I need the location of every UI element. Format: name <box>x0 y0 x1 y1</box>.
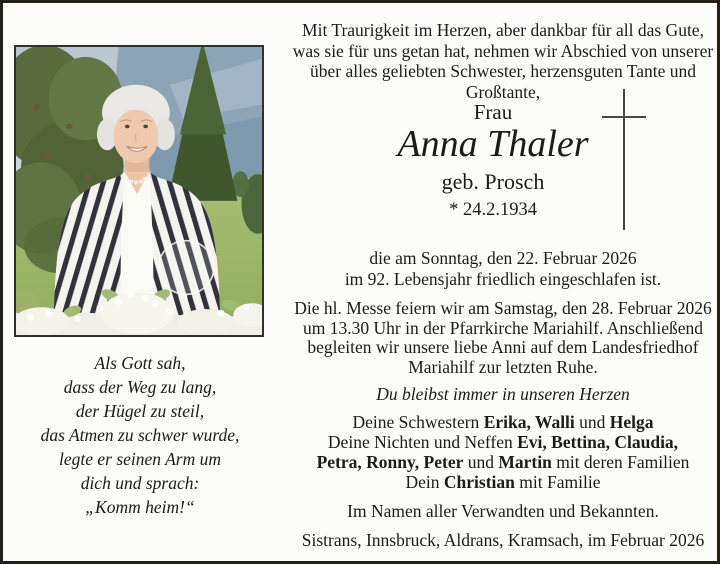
mourner-names: Petra, Ronny, Peter <box>316 452 464 472</box>
portrait-photo-scene <box>16 47 262 335</box>
poem-line: „Komm heim!“ <box>85 497 195 517</box>
birth-date: * 24.2.1934 <box>449 200 537 220</box>
text-line: die am Sonntag, den 22. Februar 2026 <box>369 248 637 268</box>
memorial-poem <box>13 351 267 519</box>
poem-line: das Atmen zu schwer wurde, <box>40 425 240 445</box>
text-line: Die hl. Messe feiern wir am Samstag, den 28. Februar 2026 <box>294 298 712 318</box>
poem-line: Als Gott sah, <box>94 353 186 373</box>
mourners-line <box>283 452 720 472</box>
mourner-text: Deine Nichten und Neffen <box>327 432 518 452</box>
poem-line: dass der Weg zu lang, <box>63 377 217 397</box>
text-line: Mariahilf zur letzten Ruhe. <box>408 356 598 377</box>
deceased-name: Anna Thaler <box>397 123 589 165</box>
poem-line: der Hügel zu steil, <box>75 401 205 421</box>
place-dateline: Sistrans, Innsbruck, Aldrans, Kramsach, im Februar 2026 <box>301 530 705 550</box>
mourner-text: mit deren Familien <box>551 452 690 472</box>
mourner-text: und <box>463 452 499 472</box>
poem-line: legte er seinen Arm um <box>58 449 221 469</box>
portrait-photo <box>14 45 264 337</box>
text-line: um 13.30 Uhr in der Pfarrkirche Mariahilf. Anschließend <box>303 317 703 338</box>
mourner-text: mit Familie <box>514 472 601 492</box>
mourner-names: Erika, Walli <box>483 412 575 432</box>
mourner-text: und <box>574 412 610 432</box>
mourners-line <box>283 412 720 432</box>
remembrance-motto: Du bleibst immer in unseren Herzen <box>376 384 630 404</box>
opening-paragraph <box>283 20 720 102</box>
closing-line: Im Namen aller Verwandten und Bekannten. <box>347 501 659 521</box>
poem-line: dich und sprach: <box>80 473 200 493</box>
mourner-names: Christian <box>443 472 515 492</box>
text-line: begleiten wir unsere liebe Anni auf dem Landesfriedhof <box>307 337 699 357</box>
mourners-list <box>283 412 720 492</box>
text-line: Mit Traurigkeit im Herzen, aber dankbar für all das Gute, <box>302 20 704 40</box>
mourners-line <box>283 472 720 492</box>
mourner-text: Dein <box>405 472 444 492</box>
mourner-names: Helga <box>609 412 654 432</box>
mourner-text: Deine Schwestern <box>352 412 484 432</box>
maiden-name: geb. Prosch <box>441 169 545 194</box>
service-paragraph <box>283 299 720 377</box>
text-line: im 92. Lebensjahr friedlich eingeschlafen ist. <box>344 269 662 289</box>
text-line: was sie für uns getan hat, nehmen wir Abschied von unserer <box>292 40 714 61</box>
passing-paragraph <box>283 248 720 290</box>
salutation: Frau <box>473 100 513 124</box>
text-line: über alles geliebten Schwester, herzensguten Tante und Großtante, <box>309 61 701 102</box>
mourner-names: Evi, Bettina, Claudia, <box>517 432 679 452</box>
mourners-line <box>283 432 720 452</box>
mourner-names: Martin <box>498 452 552 472</box>
